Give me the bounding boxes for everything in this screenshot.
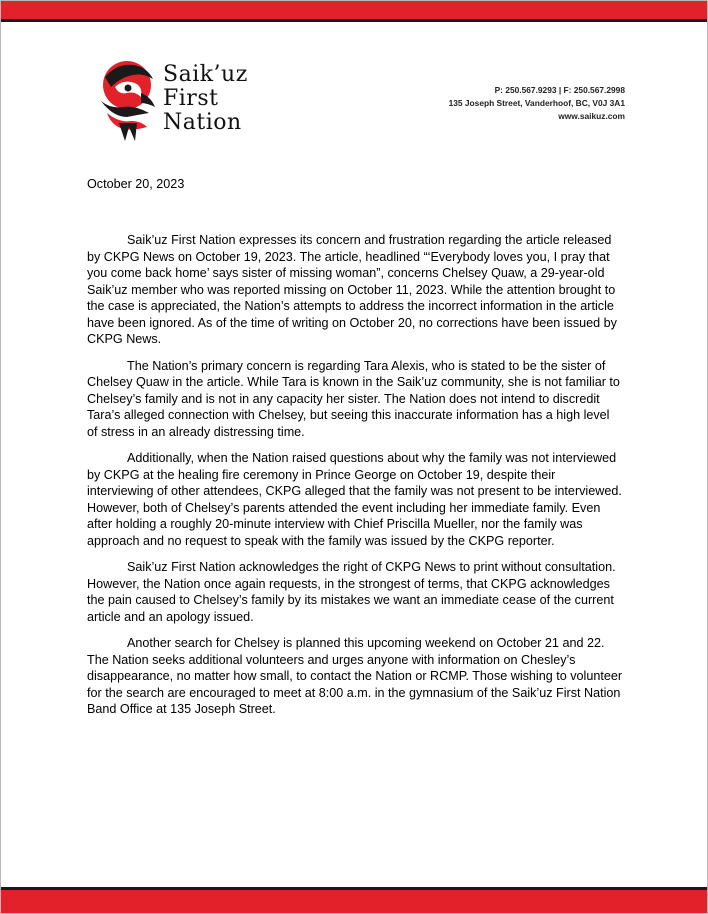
body-paragraph: Additionally, when the Nation raised questions about why the family was not interviewed by CKPG at the healing fire ceremony in Prince George on October 19, despite their interviewing of other attendees, CKPG alleged that the family was not present to be interviewed. However, both of Chelsey’s parents attended the event including her immediate family. Even after holding a roughly 20-minute interview with Chief Priscilla Mueller, nor the family was approach and no request to speak with the family was issued by the CKPG reporter.	[87, 451, 622, 548]
address: 135 Joseph Street, Vanderhoof, BC, V0J 3A1	[448, 98, 625, 108]
body-paragraph: Saik’uz First Nation expresses its concern and frustration regarding the article released by CKPG News on October 19, 2023. The article, headlined “‘Everybody loves you, I pray that you come back home’ says sister of missing woman”, concerns Chelsey Quaw, a 29-year-old Saik’uz member who was reported missing on October 11, 2023. While the attention brought to the case is appreciated, the Nation’s attempts to address the incorrect information in the article have been ignored. As of the time of writing on October 20, no corrections have been issued by CKPG News.	[87, 233, 617, 346]
body-paragraph: Saik’uz First Nation acknowledges the right of CKPG News to print without consultation. However, the Nation once again requests, in the strongest of terms, that CKPG acknowledges the pain caused to Chelsey’s family by its mistakes we want an immediate cease of the current article and an apology issued.	[87, 560, 616, 624]
top-red-band	[1, 1, 707, 22]
formline-bird-emblem-icon	[97, 57, 159, 145]
website: www.saikuz.com	[558, 111, 625, 121]
body-paragraph: The Nation’s primary concern is regarding Tara Alexis, who is stated to be the sister of Chelsey Quaw in the article. While Tara is known in the Saik’uz community, she is not familiar to Chelsey’s family and is not in any capacity her sister. The Nation does not intend to discredit Tara’s alleged connection with Chelsey, but seeing this inaccurate information has a high level of stress in an already distressing time.	[87, 358, 620, 439]
bottom-red-band	[1, 887, 707, 913]
contact-block	[449, 84, 625, 123]
letter-date: October 20, 2023	[87, 177, 185, 191]
body-paragraph: Another search for Chelsey is planned this upcoming weekend on October 21 and 22. The Nation seeks additional volunteers and urges anyone with information on Chesley’s disappearance, no matter how small, to contact the Nation or RCMP. Those wishing to volunteer for the search are encouraged to meet at 8:00 a.m. in the gymnasium of the Saik’uz First Nation Band Office at 135 Joseph Street.	[87, 636, 623, 716]
organization-name-line: Saik’uz	[163, 62, 248, 87]
organization-name-line: Nation	[163, 110, 242, 135]
organization-name	[163, 63, 248, 135]
letter-body	[87, 232, 623, 728]
phone-fax: P: 250.567.9293 | F: 250.567.2998	[494, 85, 625, 95]
organization-name-line: First	[163, 86, 219, 111]
